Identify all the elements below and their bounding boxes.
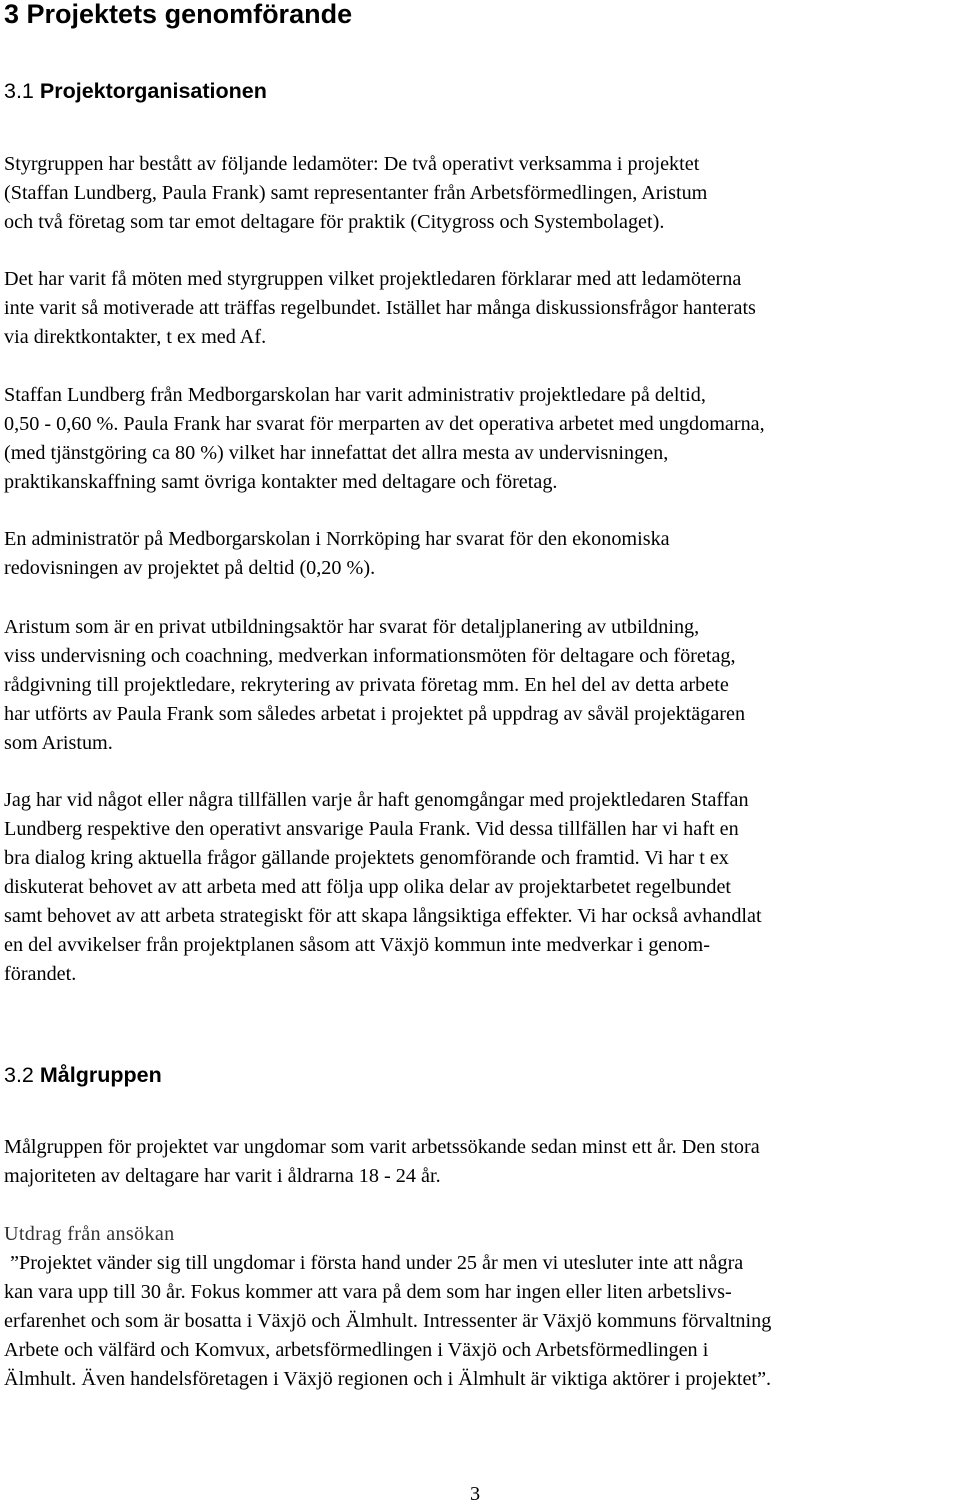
text-line: Arbete och välfärd och Komvux, arbetsförmedlingen i Växjö och Arbetsförmedlingen i — [4, 1339, 709, 1361]
section-number: 3.1 — [4, 79, 34, 103]
text-line: via direktkontakter, t ex med Af. — [4, 326, 267, 348]
chapter-heading: 3 Projektets genomförande — [4, 0, 353, 29]
paragraph-styrgruppen — [4, 150, 956, 237]
text-line: en del avvikelser från projektplanen såsom att Växjö kommun inte medverkar i genom- — [4, 934, 710, 956]
text-line: bra dialog kring aktuella frågor gällande projektets genomförande och framtid. Vi har t ex — [4, 847, 729, 869]
text-line: Aristum som är en privat utbildningsaktör har svarat för detaljplanering av utbildning, — [4, 616, 700, 638]
text-line: (Staffan Lundberg, Paula Frank) samt representanter från Arbetsförmedlingen, Aristum — [4, 182, 708, 204]
text-line: inte varit så motiverade att träffas regelbundet. Istället har många diskussionsfrågor hanterats — [4, 297, 756, 319]
text-line: förandet. — [4, 963, 77, 985]
text-line: 0,50 - 0,60 %. Paula Frank har svarat för merparten av det operativa arbetet med ungdomarna, — [4, 413, 765, 435]
section-title: Målgruppen — [39, 1063, 162, 1087]
text-line: praktikanskaffning samt övriga kontakter med deltagare och företag. — [4, 471, 558, 493]
subheading-utdrag: Utdrag från ansökan — [4, 1223, 175, 1245]
paragraph-administrator — [4, 525, 956, 583]
text-line: ”Projektet vänder sig till ungdomar i första hand under 25 år men vi utesluter inte att några — [10, 1252, 744, 1274]
text-line: Styrgruppen har bestått av följande ledamöter: De två operativt verksamma i projektet — [4, 153, 700, 175]
text-line: majoriteten av deltagare har varit i åldrarna 18 - 24 år. — [4, 1165, 441, 1187]
paragraph-moten — [4, 265, 956, 352]
text-line: viss undervisning och coachning, medverkan informationsmöten för deltagare och företag, — [4, 645, 736, 667]
text-line: Jag har vid något eller några tillfällen varje år haft genomgångar med projektledaren Staffan — [4, 789, 749, 811]
paragraph-malgruppen — [4, 1133, 956, 1191]
text-line: Målgruppen för projektet var ungdomar som varit arbetssökande sedan minst ett år. Den stora — [4, 1136, 760, 1158]
paragraph-genomgangar — [4, 786, 956, 989]
text-line: och två företag som tar emot deltagare för praktik (Citygross och Systembolaget). — [4, 211, 665, 233]
text-line: redovisningen av projektet på deltid (0,20 %). — [4, 557, 376, 579]
section-heading-3-1 — [4, 76, 267, 106]
text-line: Lundberg respektive den operativt ansvarige Paula Frank. Vid dessa tillfällen har vi haft en — [4, 818, 739, 840]
paragraph-projektledare — [4, 381, 956, 497]
text-line: Staffan Lundberg från Medborgarskolan har varit administrativ projektledare på deltid, — [4, 384, 706, 406]
text-line: kan vara upp till 30 år. Fokus kommer att vara på dem som har ingen eller liten arbetslivs- — [4, 1281, 732, 1303]
paragraph-aristum — [4, 613, 956, 758]
text-line: diskuterat behovet av att arbeta med att följa upp olika delar av projektarbetet regelbundet — [4, 876, 732, 898]
text-line: (med tjänstgöring ca 80 %) vilket har innefattat det allra mesta av undervisningen, — [4, 442, 669, 464]
text-line: har utförts av Paula Frank som således arbetat i projektet på uppdrag av såväl projektägaren — [4, 703, 746, 725]
paragraph-quote-ansokan — [4, 1249, 956, 1394]
text-line: som Aristum. — [4, 732, 113, 754]
text-line: En administratör på Medborgarskolan i Norrköping har svarat för den ekonomiska — [4, 528, 670, 550]
text-line: rådgivning till projektledare, rekrytering av privata företag mm. En hel del av detta arbete — [4, 674, 729, 696]
section-number: 3.2 — [4, 1063, 34, 1087]
text-line: samt behovet av att arbeta strategiskt för att skapa långsiktiga effekter. Vi har också avhandlat — [4, 905, 762, 927]
text-line: Älmhult. Även handelsföretagen i Växjö regionen och i Älmhult är viktiga aktörer i projektet”. — [4, 1368, 772, 1390]
text-line: Det har varit få möten med styrgruppen vilket projektledaren förklarar med att ledamöterna — [4, 268, 742, 290]
section-title: Projektorganisationen — [39, 79, 267, 103]
text-line: erfarenhet och som är bosatta i Växjö och Älmhult. Intressenter är Växjö kommuns förvaltning — [4, 1310, 772, 1332]
section-heading-3-2 — [4, 1060, 162, 1090]
page-number: 3 — [470, 1483, 481, 1505]
